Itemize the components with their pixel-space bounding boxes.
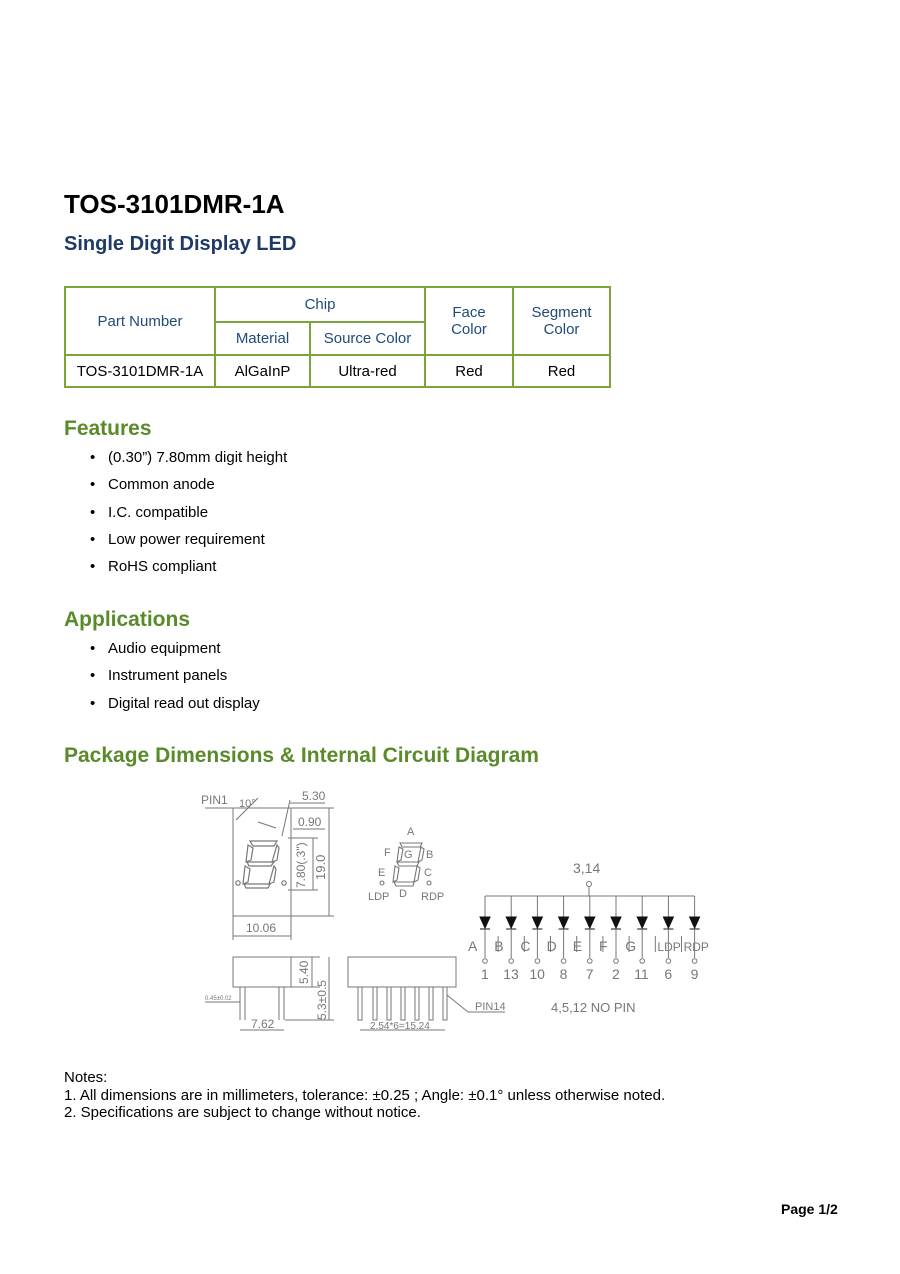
pin14-label: PIN14	[475, 1001, 506, 1013]
dim-1006-label: 10.06	[246, 921, 277, 935]
segment-label: G	[625, 938, 637, 954]
cell-source-color: Ultra-red	[310, 355, 425, 387]
pin-number-label: 10	[529, 966, 545, 982]
header-material: Material	[215, 322, 310, 355]
cell-face-color: Red	[425, 355, 513, 387]
seg-e-label: E	[378, 867, 386, 879]
pin-number-label: 7	[585, 966, 594, 982]
dim-780-label: 7.80(.3")	[294, 842, 308, 888]
segment-label: RDP	[683, 940, 709, 954]
pin-terminal	[483, 959, 488, 964]
pin-number-label: 8	[559, 966, 568, 982]
seg-d-label: D	[399, 888, 407, 900]
diode-symbol	[480, 917, 490, 928]
notes	[64, 1069, 665, 1122]
header-source-color: Source Color	[310, 322, 425, 355]
pin-terminal	[666, 959, 671, 964]
segment-label: F	[599, 938, 608, 954]
seg-rdp-label: RDP	[421, 891, 445, 903]
diode-symbol	[585, 917, 595, 928]
pin-terminal	[535, 959, 540, 964]
bottom-view-body	[348, 957, 456, 987]
pin-row	[358, 987, 447, 1020]
no-pin-label: 4,5,12 NO PIN	[551, 1000, 636, 1015]
segment-label: E	[572, 938, 583, 954]
pin-terminal	[561, 959, 566, 964]
note-item: 2. Specifications are subject to change without notice.	[64, 1104, 421, 1121]
note-item: 1. All dimensions are in millimeters, tolerance: ±0.25 ; Angle: ±0.1° unless otherwise noted.	[64, 1086, 666, 1104]
list-item: • RoHS compliant	[64, 558, 287, 585]
list-item: • Instrument panels	[64, 667, 260, 694]
spec-table	[64, 286, 611, 388]
diode-symbol	[559, 917, 569, 928]
seg-c-label: C	[424, 867, 432, 879]
cell-part-number: TOS-3101DMR-1A	[65, 355, 215, 387]
applications-heading: Applications	[64, 608, 191, 631]
dim-pitch-label: 2.54*6=15.24	[370, 1021, 430, 1032]
common-pin-label: 3,14	[573, 860, 601, 876]
page-title: TOS-3101DMR-1A	[64, 189, 285, 219]
angle-label: 10°	[239, 798, 256, 810]
seg-ldp-label: LDP	[368, 891, 390, 903]
diode-symbol	[690, 917, 700, 928]
dim-190-label: 19.0	[313, 854, 328, 880]
dim-530-label: 5.30	[302, 789, 326, 803]
dim-762-label: 7.62	[251, 1017, 275, 1031]
pin-number-label: 6	[664, 966, 673, 982]
dim-53-label: 5.3±0.5	[315, 980, 329, 1020]
common-anode-terminal	[587, 882, 592, 887]
pin-number-label: 9	[690, 966, 699, 982]
segment-label: D	[546, 938, 557, 954]
cell-material: AlGaInP	[215, 355, 310, 387]
notes-heading: Notes:	[64, 1069, 108, 1086]
segment-label: B	[494, 938, 504, 954]
seg-b-label: B	[426, 849, 434, 861]
pin-terminal	[588, 959, 593, 964]
segment-label: A	[468, 938, 478, 954]
pin-number-label: 13	[503, 966, 519, 982]
pin-terminal	[614, 959, 619, 964]
package-drawing	[0, 780, 900, 1050]
segment-label: LDP	[657, 940, 681, 954]
diode-symbol	[532, 917, 542, 928]
front-digit	[236, 841, 286, 888]
side-view-body	[233, 957, 291, 987]
segment-label: C	[520, 938, 531, 954]
seg-g-label: G	[404, 849, 413, 861]
package-heading: Package Dimensions & Internal Circuit Diagram	[64, 744, 539, 767]
header-face-color: Face Color	[425, 287, 513, 355]
page-number: Page 1/2	[781, 1201, 838, 1217]
list-item: • Digital read out display	[64, 695, 260, 722]
diode-symbol	[611, 917, 621, 928]
features-list	[64, 449, 287, 585]
pin-number-label: 11	[634, 966, 649, 982]
seg-f-label: F	[384, 847, 391, 859]
circuit-diagram	[468, 882, 709, 983]
applications-list	[64, 640, 260, 722]
list-item: • Common anode	[64, 476, 287, 503]
list-item: • Audio equipment	[64, 640, 260, 667]
features-heading: Features	[64, 417, 152, 440]
pin-terminal	[692, 959, 697, 964]
dim-090-label: 0.90	[298, 815, 322, 829]
dim-540-label: 5.40	[297, 960, 311, 984]
header-segment-color: Segment Color	[513, 287, 610, 355]
diode-symbol	[637, 917, 647, 928]
list-item: • (0.30”) 7.80mm digit height	[64, 449, 287, 476]
header-chip: Chip	[215, 287, 425, 322]
page-subtitle: Single Digit Display LED	[64, 233, 297, 255]
pin-terminal	[640, 959, 645, 964]
diode-symbol	[663, 917, 673, 928]
cell-segment-color: Red	[513, 355, 610, 387]
list-item: • Low power requirement	[64, 531, 287, 558]
seg-a-label: A	[407, 826, 415, 838]
header-part-number: Part Number	[65, 287, 215, 355]
pin-number-label: 1	[481, 966, 489, 982]
diode-symbol	[506, 917, 516, 928]
pin1-label: PIN1	[201, 793, 228, 807]
list-item: • I.C. compatible	[64, 504, 287, 531]
dim-045-label: 0.45±0.02	[205, 996, 232, 1002]
pin-number-label: 2	[612, 966, 620, 982]
pin-terminal	[509, 959, 514, 964]
